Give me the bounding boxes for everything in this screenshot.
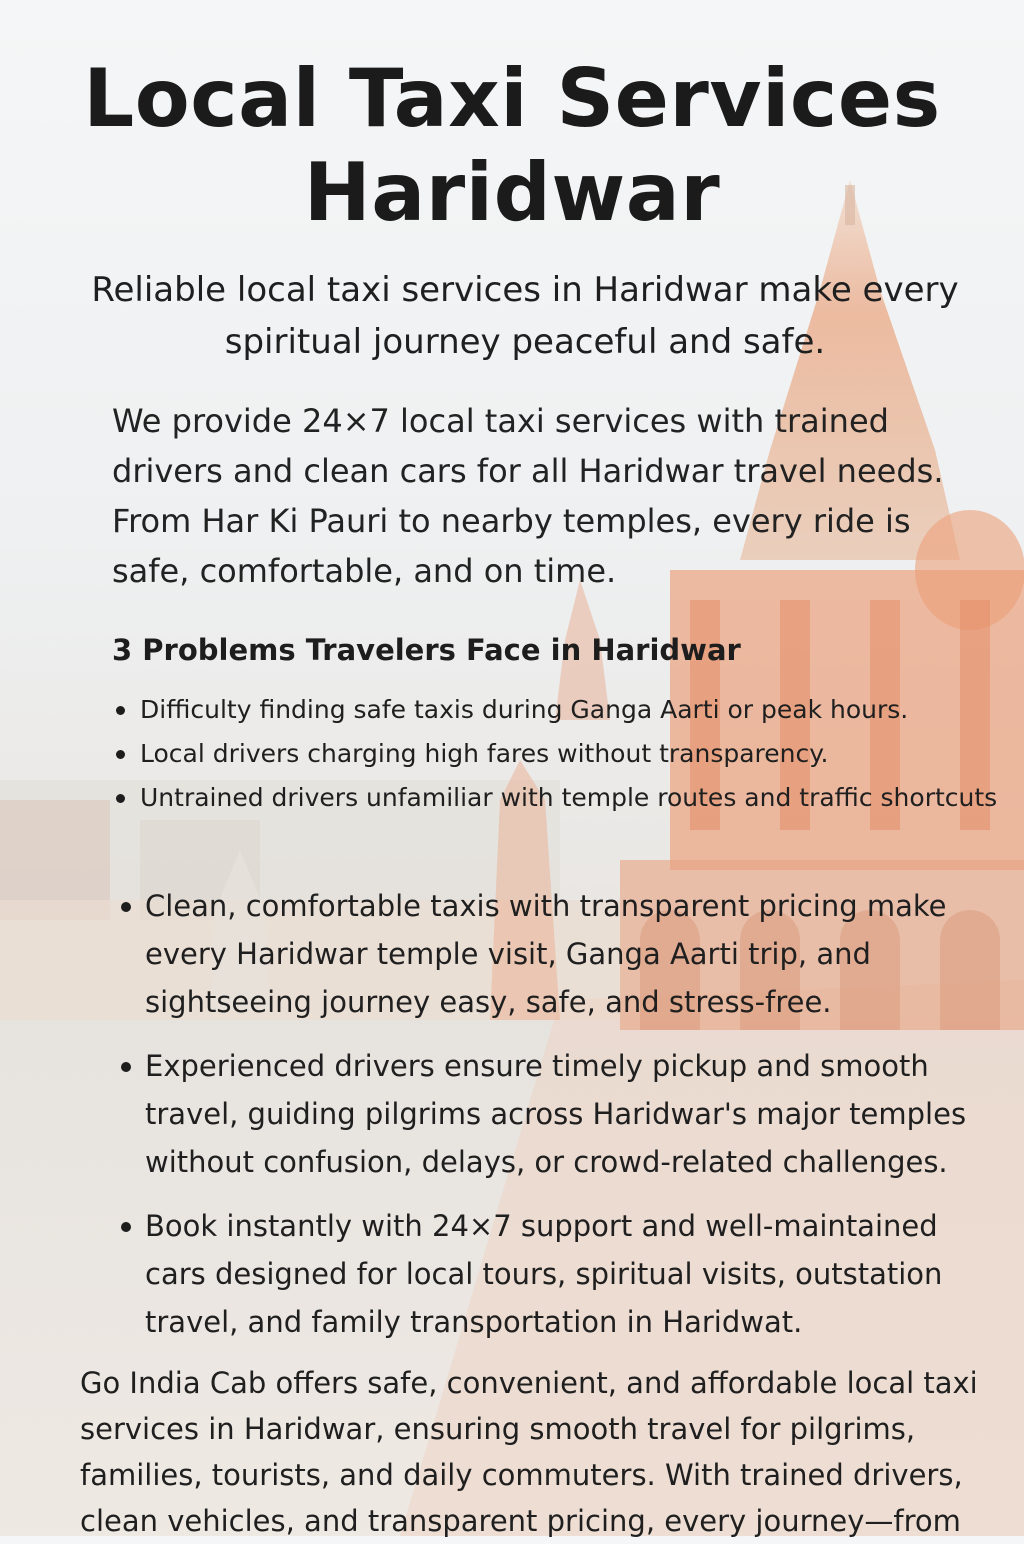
benefits-list — [145, 882, 995, 1362]
subtitle: Reliable local taxi services in Haridwar make every spiritual journey peaceful and safe. — [91, 270, 959, 362]
problem-item: Difficulty finding safe taxis during Ganga Aarti or peak hours. — [140, 688, 1000, 732]
benefit-item: Experienced drivers ensure timely pickup and smooth travel, guiding pilgrims across Haridwar's major temples without confusion, delays, or crowd-related challenges. — [145, 1042, 995, 1186]
intro-paragraph: We provide 24×7 local taxi services with trained drivers and clean cars for all Haridwar travel needs. From Har Ki Pauri to nearby temples, every ride is safe, comfortable, and on time. — [112, 402, 944, 590]
problem-item: Untrained drivers unfamiliar with temple routes and traffic shortcuts — [140, 776, 1000, 820]
problems-list — [140, 688, 1000, 820]
benefit-item: Book instantly with 24×7 support and well-maintained cars designed for local tours, spiritual visits, outstation travel, and family transportation in Haridwat. — [145, 1202, 995, 1346]
page-title: Local Taxi Services Haridwar — [83, 52, 941, 239]
problem-item: Local drivers charging high fares without transparency. — [140, 732, 1000, 776]
closing-paragraph: Go India Cab offers safe, convenient, and affordable local taxi services in Haridwar, ensuring smooth travel for pilgrims, families, tourists, and daily commuters. With trained drivers, clean vehicles, and transparent pricing, every journey—from — [80, 1366, 978, 1538]
benefit-item: Clean, comfortable taxis with transparent pricing make every Haridwar temple visit, Ganga Aarti trip, and sightseeing journey easy, safe, and stress-free. — [145, 882, 995, 1026]
problems-heading: 3 Problems Travelers Face in Haridwar — [112, 633, 741, 667]
